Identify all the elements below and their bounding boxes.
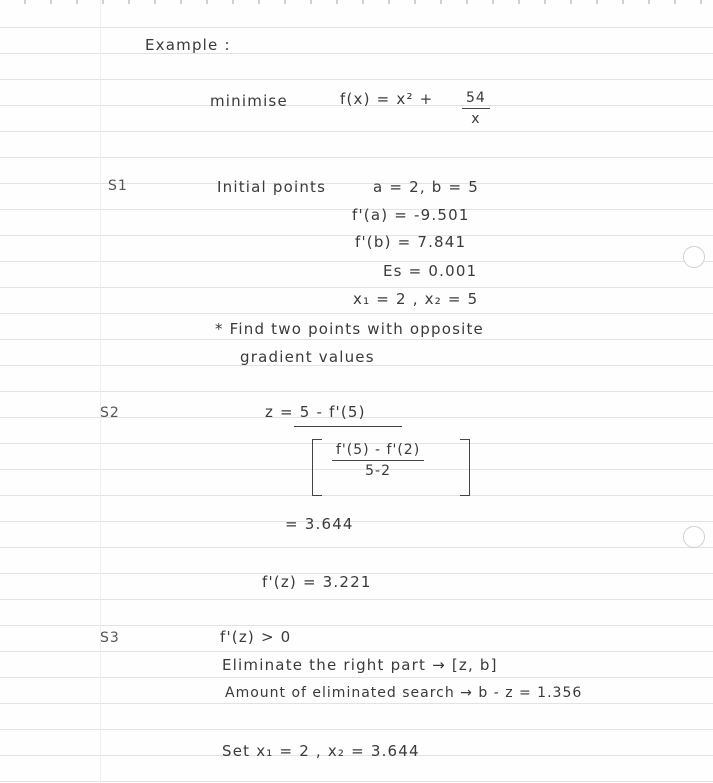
z-fraction-bar bbox=[294, 426, 402, 427]
objective-lhs: f(x) = x² + bbox=[340, 90, 434, 108]
margin-line bbox=[100, 0, 101, 783]
step-label-s1: S1 bbox=[108, 178, 128, 194]
note-line-1: * Find two points with opposite bbox=[215, 320, 484, 338]
note-line-2: gradient values bbox=[240, 348, 375, 366]
eliminate-statement: Eliminate the right part → [z, b] bbox=[222, 656, 498, 674]
set-new-points: Set x₁ = 2 , x₂ = 3.644 bbox=[222, 742, 420, 760]
eliminated-amount: Amount of eliminated search → b - z = 1.356 bbox=[225, 685, 583, 701]
initial-points-values: a = 2, b = 5 bbox=[373, 178, 479, 196]
tolerance-es: Es = 0.001 bbox=[383, 262, 478, 280]
derivative-at-z: f'(z) = 3.221 bbox=[262, 573, 372, 591]
right-bracket bbox=[460, 439, 470, 496]
z-result: = 3.644 bbox=[285, 515, 354, 533]
inner-denominator: 5-2 bbox=[365, 463, 392, 479]
example-heading: Example : bbox=[145, 36, 231, 54]
initial-points-label: Initial points bbox=[217, 178, 327, 196]
binder-hole-bottom bbox=[683, 526, 705, 548]
inner-numerator: f'(5) - f'(2) bbox=[332, 442, 424, 461]
sign-condition: f'(z) > 0 bbox=[220, 628, 292, 646]
perforation-ticks bbox=[0, 0, 713, 4]
binder-hole-top bbox=[683, 246, 705, 268]
inner-fraction bbox=[332, 442, 424, 479]
objective-numerator: 54 bbox=[462, 90, 490, 109]
z-formula-lhs: z = 5 - f'(5) bbox=[265, 403, 366, 421]
minimise-label: minimise bbox=[210, 92, 288, 110]
left-bracket bbox=[312, 439, 322, 496]
derivative-at-b: f'(b) = 7.841 bbox=[355, 233, 467, 251]
step-label-s2: S2 bbox=[100, 405, 120, 421]
x-points: x₁ = 2 , x₂ = 5 bbox=[353, 290, 479, 308]
objective-denominator: x bbox=[471, 111, 481, 127]
step-label-s3: S3 bbox=[100, 630, 120, 646]
derivative-at-a: f'(a) = -9.501 bbox=[352, 206, 470, 224]
objective-fraction bbox=[462, 90, 490, 127]
